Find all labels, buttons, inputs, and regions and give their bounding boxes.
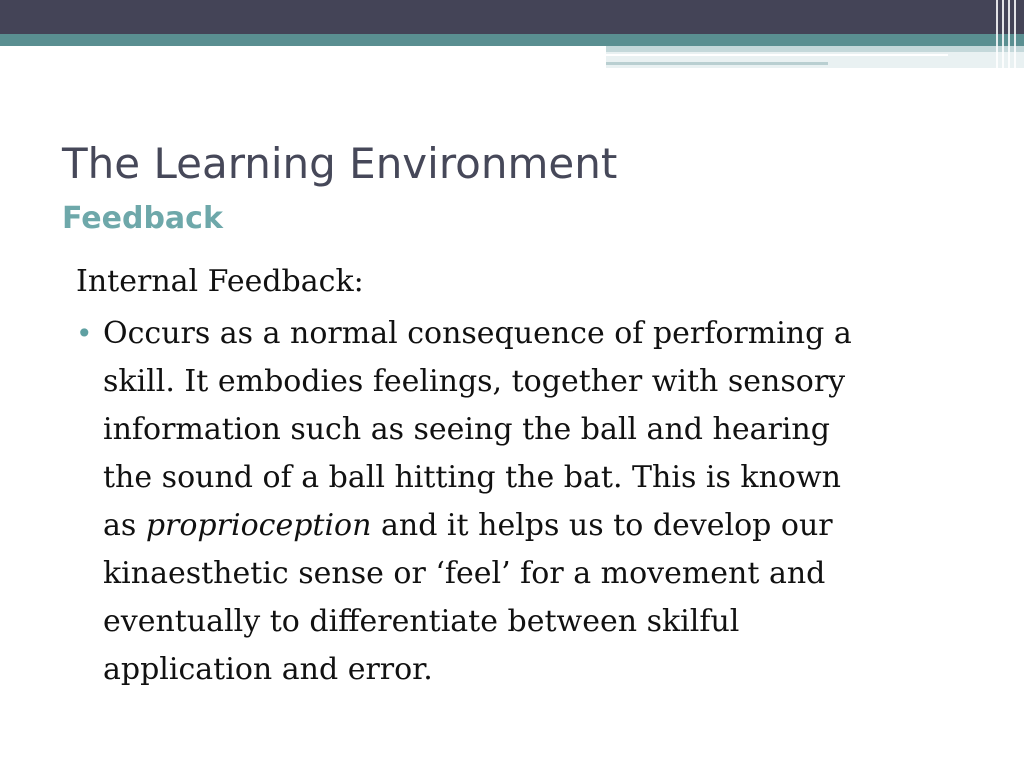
bullet-text-line: the sound of a ball hitting the bat. This is known	[103, 460, 841, 495]
bullet-text-line: eventually to differentiate between skilful	[103, 604, 740, 639]
header-dark-band	[0, 0, 1024, 34]
bullet-text-line	[103, 502, 976, 550]
header-teal-band	[0, 34, 1024, 46]
slide-body	[76, 258, 976, 694]
header-stripes	[992, 0, 1024, 70]
bullet-text-line: information such as seeing the ball and hearing	[103, 412, 830, 447]
bullet-text-line: Occurs as a normal consequence of performing a	[103, 316, 852, 351]
header-accent-line	[606, 54, 948, 56]
header-accent-line-short	[606, 62, 828, 65]
bullet-text-segment: and it helps us to develop our	[380, 508, 833, 543]
bullet-text-line: application and error.	[103, 652, 433, 687]
slide-title: The Learning Environment	[62, 139, 618, 188]
bullet-text-line: skill. It embodies feelings, together with sensory	[103, 364, 846, 399]
section-heading: Internal Feedback:	[76, 264, 364, 299]
slide-subtitle: Feedback	[62, 201, 223, 236]
proprioception-term: proprioception	[145, 508, 372, 543]
bullet-icon: •	[76, 317, 93, 350]
bullet-list	[76, 310, 976, 694]
bullet-item	[76, 310, 976, 694]
bullet-text-line: kinaesthetic sense or ‘feel’ for a movement and	[103, 556, 826, 591]
bullet-text-segment: as	[103, 508, 137, 543]
